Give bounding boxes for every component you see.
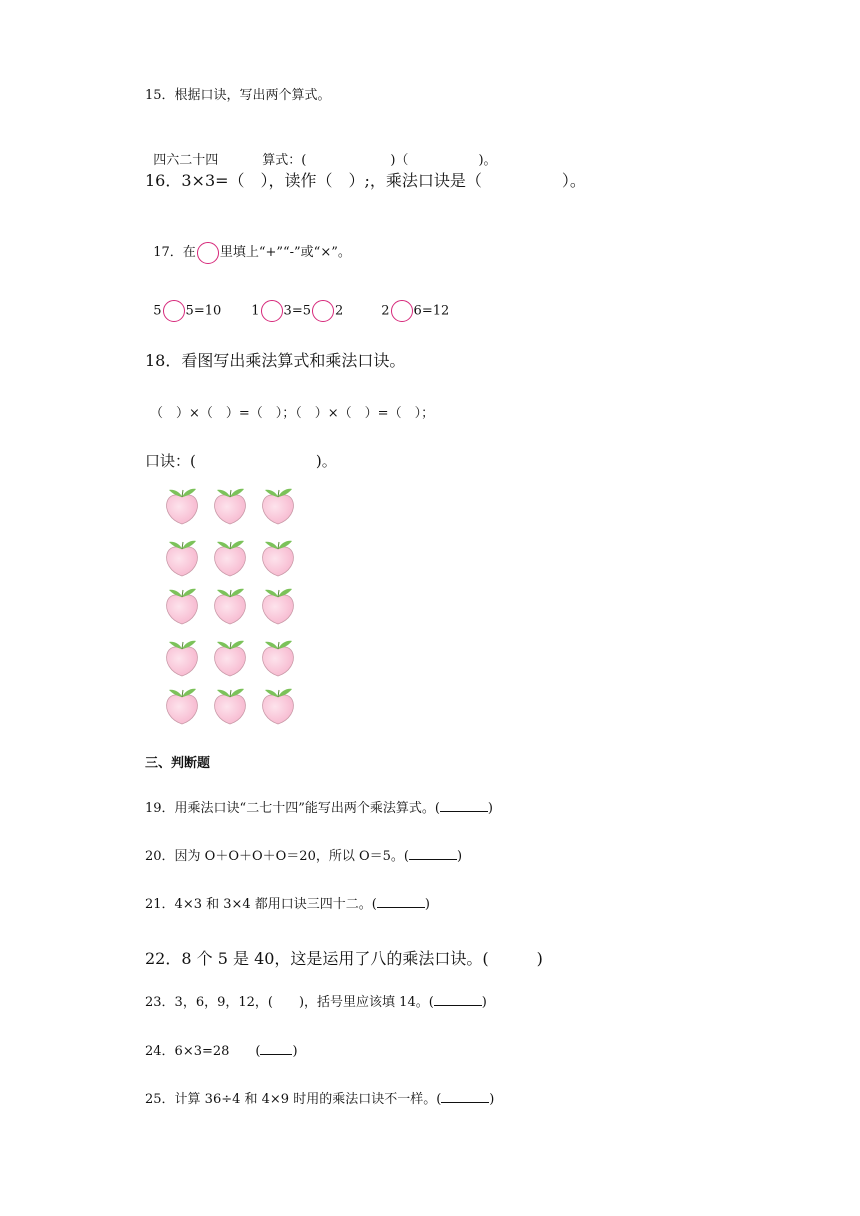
answer-blank[interactable]: [409, 859, 457, 860]
question-25: 25．计算 36÷4 和 4×9 时用的乘法口诀不一样。( ): [145, 1092, 495, 1107]
question-21: 21．4×3 和 3×4 都用口诀三四十二。( ): [145, 897, 430, 912]
question-15-title: 15．根据口诀，写出两个算式。: [145, 88, 331, 103]
answer-blank[interactable]: [260, 1054, 292, 1055]
question-17-equations: [145, 285, 449, 322]
peach-icon: [258, 636, 298, 678]
peach-icon: [210, 536, 250, 578]
eq2-left: 1: [251, 303, 260, 319]
blank-circle-icon[interactable]: [312, 300, 334, 322]
question-17-title: [145, 226, 351, 264]
question-23: 23．3，6，9，12，( )，括号里应该填 14。( ): [145, 995, 487, 1010]
blank-circle-icon[interactable]: [391, 300, 413, 322]
question-20: 20．因为 O＋O＋O＋O＝20，所以 O＝5。( ): [145, 849, 463, 864]
question-18-formulas: （ ）×（ ）=（ ）；（ ）×（ ）=（ ）；: [150, 406, 435, 421]
answer-blank[interactable]: [434, 1005, 482, 1006]
peach-icon: [210, 484, 250, 526]
peach-icon: [258, 536, 298, 578]
blank-circle-icon[interactable]: [163, 300, 185, 322]
peach-icon: [210, 636, 250, 678]
answer-blank[interactable]: [377, 907, 425, 908]
question-17-prefix: 17．在: [153, 245, 196, 260]
answer-blank[interactable]: [441, 1102, 489, 1103]
formula-end: )。: [478, 153, 497, 168]
question-16: 16．3×3=（ ），读作（ ）;，乘法口诀是（ ）。: [145, 171, 586, 190]
answer-blank[interactable]: [440, 811, 488, 812]
peach-icon: [162, 584, 202, 626]
question-24: 24．6×3=28 ( ): [145, 1044, 298, 1059]
peach-icon: [162, 684, 202, 726]
peach-grid: [160, 484, 305, 729]
blank-circle-icon[interactable]: [261, 300, 283, 322]
peach-icon: [210, 684, 250, 726]
eq1-right: 5=10: [185, 303, 222, 319]
eq2-mid: 3=5: [283, 303, 311, 319]
section-heading: 三、判断题: [145, 756, 211, 771]
answer-circle-icon: [197, 242, 219, 264]
peach-icon: [162, 636, 202, 678]
eq2-right: 2: [334, 303, 344, 319]
peach-icon: [258, 684, 298, 726]
formula-label: 算式：(: [262, 153, 307, 168]
peach-icon: [162, 484, 202, 526]
rhyme-text: 四六二十四: [153, 153, 219, 168]
question-18-rhyme: 口诀：( )。: [145, 452, 337, 470]
eq3-left: 2: [381, 303, 390, 319]
peach-icon: [210, 584, 250, 626]
peach-icon: [258, 484, 298, 526]
question-22: 22．8 个 5 是 40，这是运用了八的乘法口诀。( ): [145, 949, 543, 968]
peach-icon: [258, 584, 298, 626]
eq3-right: 6=12: [413, 303, 450, 319]
question-17-suffix: 里填上“+”“-”或“×”。: [219, 245, 351, 260]
eq1-left: 5: [153, 303, 162, 319]
question-18-title: 18．看图写出乘法算式和乘法口诀。: [145, 351, 406, 370]
peach-icon: [162, 536, 202, 578]
formula-separator: )（: [390, 153, 409, 168]
question-19: 19．用乘法口诀“二七十四”能写出两个乘法算式。( ): [145, 801, 493, 816]
question-15-body: [145, 134, 497, 168]
